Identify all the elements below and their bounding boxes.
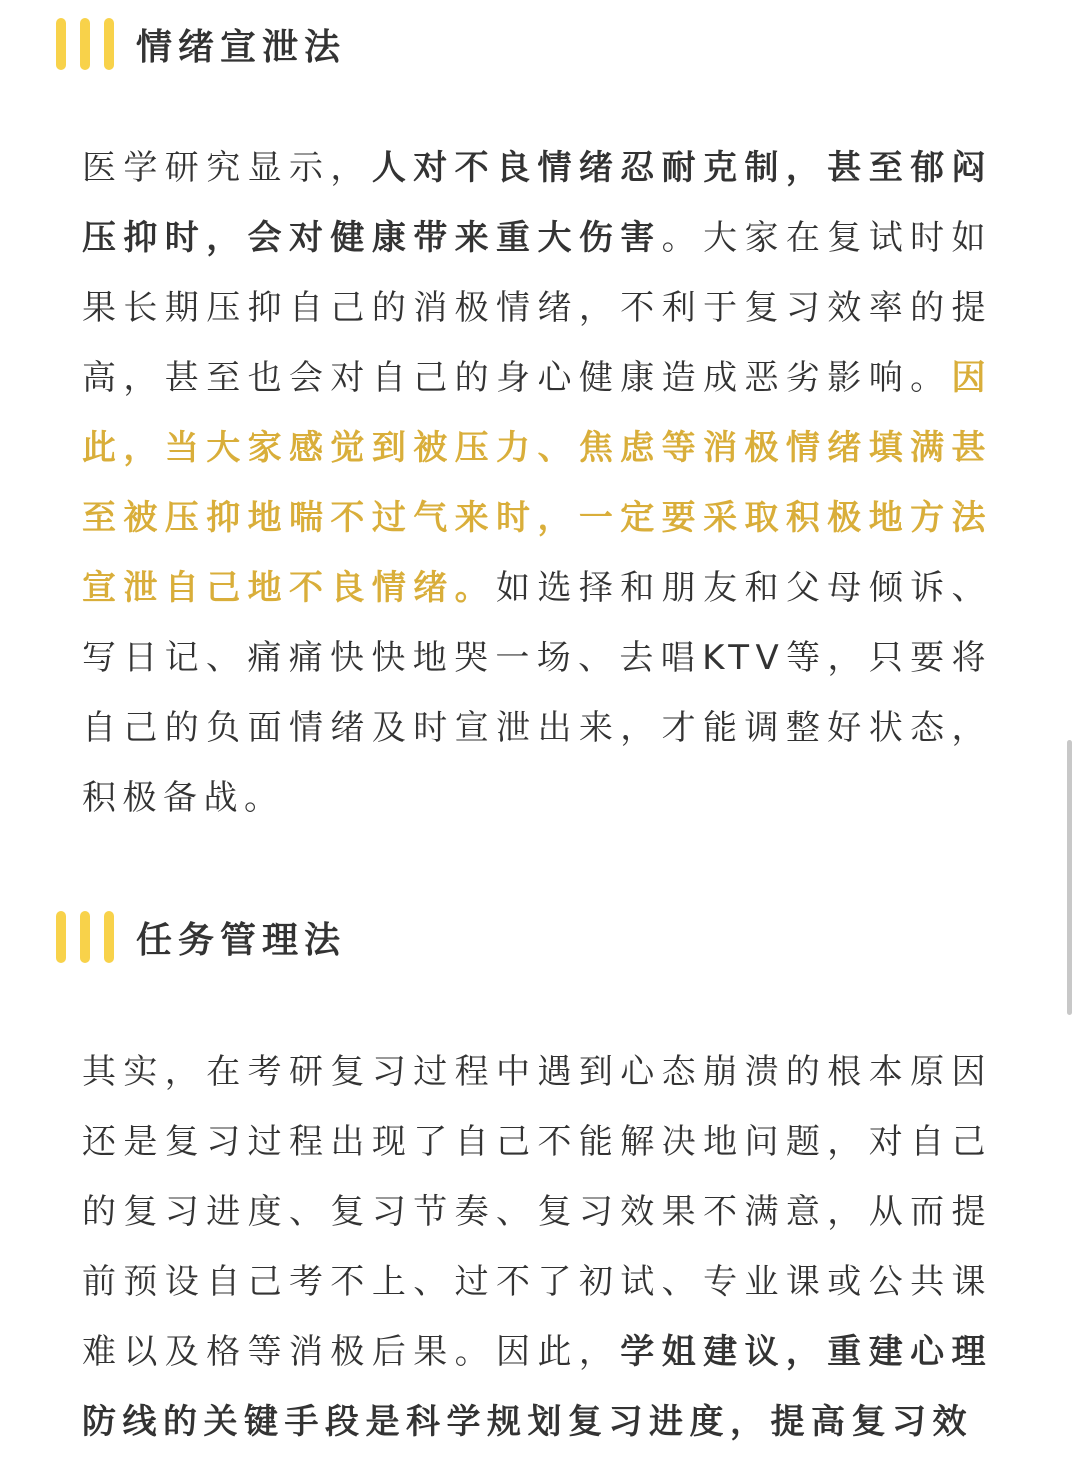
section-paragraph xyxy=(82,1037,992,1457)
scrollbar-thumb[interactable] xyxy=(1067,740,1072,1015)
section-header-emotion-release xyxy=(56,16,346,72)
accent-bar xyxy=(56,911,66,963)
bold-text: 学姐建议，重建心理防线的关键手段是科学规划复习进度，提高复习效 xyxy=(82,1332,993,1442)
paragraph-text: 医学研究显示， xyxy=(82,148,372,188)
section-title: 任务管理法 xyxy=(136,919,347,961)
accent-bars xyxy=(56,18,114,70)
paragraph-text: 如选择和朋友和父母倾诉、写日记、痛痛快快地哭一场、去唱KTV等，只要将自己的负面情绪及时宣泄出来，才能调整好状态，积极备战。 xyxy=(82,568,992,818)
paragraph-text: 其实，在考研复习过程中遇到心态崩溃的根本原因还是复习过程出现了自己不能解决地问题，对自己的复习进度、复习节奏、复习效果不满意，从而提前预设自己考不上、过不了初试、专业课或公共课难以及格等消极后果。因此， xyxy=(82,1052,992,1372)
accent-bar xyxy=(80,911,90,963)
section-header-task-management xyxy=(56,909,346,965)
accent-bar xyxy=(80,18,90,70)
section-paragraph xyxy=(82,133,992,833)
accent-bar xyxy=(56,18,66,70)
accent-bars xyxy=(56,911,114,963)
paragraph-text: 。大家在复试时如果长期压抑自己的消极情绪，不利于复习效率的提高，甚至也会对自己的身心健康造成恶劣影响。 xyxy=(82,218,993,398)
accent-bar xyxy=(104,18,114,70)
accent-bar xyxy=(104,911,114,963)
bold-text: 人对不良情绪忍耐克制，甚至郁闷压抑时，会对健康带来重大伤害 xyxy=(82,148,993,258)
highlight-text: 因此，当大家感觉到被压力、焦虑等消极情绪填满甚至被压抑地喘不过气来时，一定要采取积极地方法宣泄自己地不良情绪。 xyxy=(82,358,992,608)
section-title: 情绪宣泄法 xyxy=(136,26,347,68)
